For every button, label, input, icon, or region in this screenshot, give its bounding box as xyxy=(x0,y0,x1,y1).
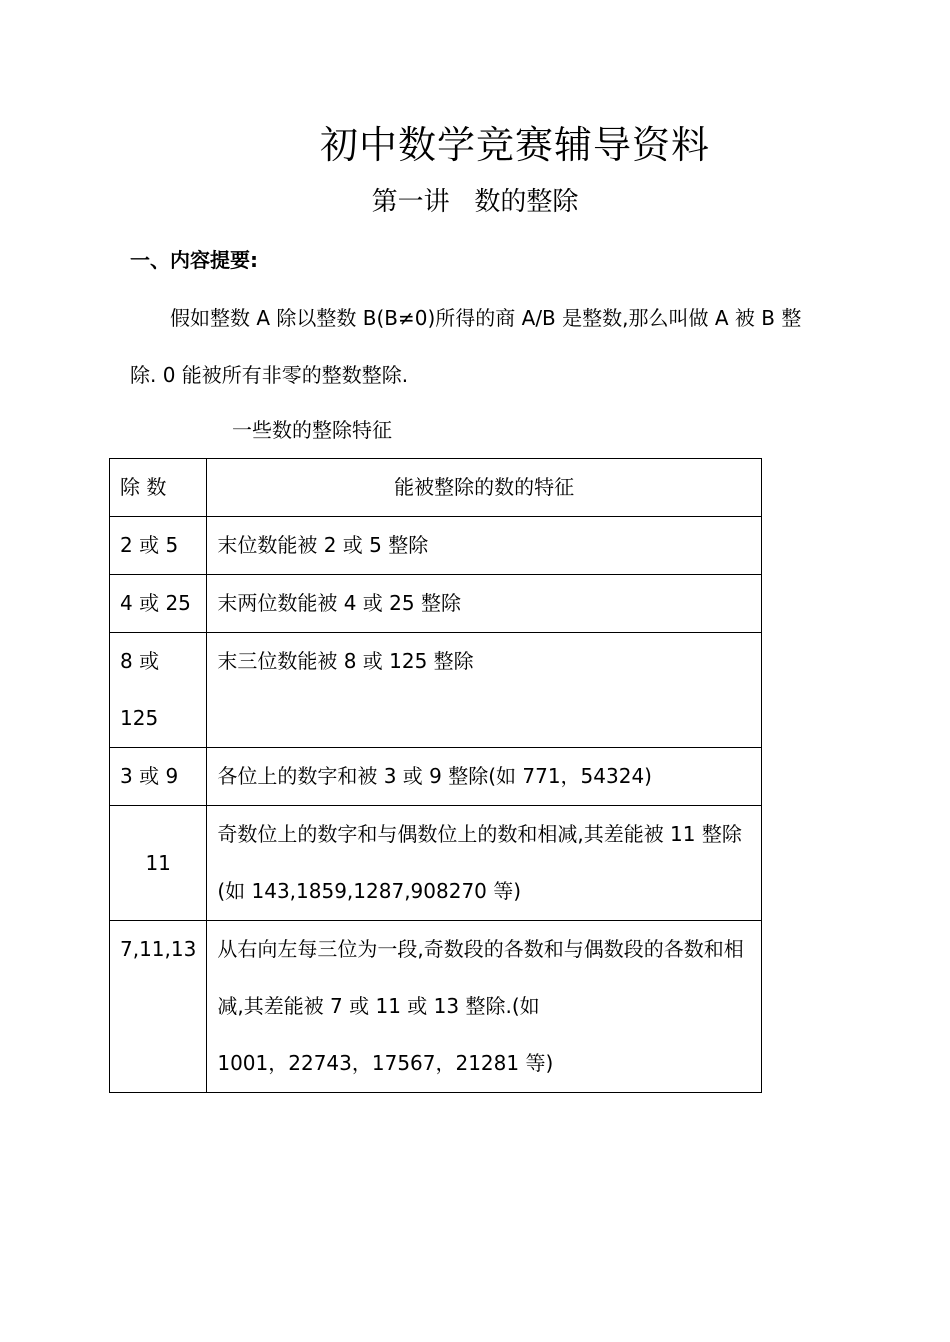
divisor-cell: 11 xyxy=(110,806,207,921)
divisor-cell: 2 或 5 xyxy=(110,517,207,575)
feature-line: (如 143,1859,1287,908270 等) xyxy=(217,879,522,903)
document-title: 初中数学竞赛辅导资料 xyxy=(319,123,710,167)
header-divisor: 除 数 xyxy=(110,459,207,517)
feature-line: 奇数位上的数字和与偶数位上的数和相减,其差能被 11 整除 xyxy=(217,822,742,846)
table-row xyxy=(110,806,762,921)
table-row xyxy=(110,921,762,1093)
feature-cell xyxy=(207,575,762,633)
table-row xyxy=(110,575,762,633)
feature-line: 各位上的数字和被 3 或 9 整除(如 771，54324) xyxy=(217,764,652,788)
feature-line: 1001，22743，17567，21281 等) xyxy=(217,1051,554,1075)
table-row xyxy=(110,633,762,748)
feature-cell xyxy=(207,517,762,575)
feature-line: 末三位数能被 8 或 125 整除 xyxy=(217,649,474,673)
table-caption: 一些数的整除特征 xyxy=(232,418,392,442)
divisor-cell: 4 或 25 xyxy=(110,575,207,633)
feature-cell xyxy=(207,921,762,1093)
feature-line: 从右向左每三位为一段,奇数段的各数和与偶数段的各数和相减,其差能被 7 或 11 或 13 整除.(如 xyxy=(217,937,744,1018)
divisor-cell: 7,11,13 xyxy=(110,921,207,1093)
feature-line: 末两位数能被 4 或 25 整除 xyxy=(217,591,461,615)
feature-cell xyxy=(207,748,762,806)
lecture-subtitle: 第一讲 数的整除 xyxy=(371,187,579,217)
definition-paragraph: 假如整数 A 除以整数 B(B≠0)所得的商 A/B 是整数,那么叫做 A 被 B 整除. 0 能被所有非零的整数整除. xyxy=(130,306,802,387)
section-heading: 一、内容提要: xyxy=(130,248,258,272)
feature-cell xyxy=(207,806,762,921)
table-row xyxy=(110,748,762,806)
divisor-cell: 3 或 9 xyxy=(110,748,207,806)
header-feature: 能被整除的数的特征 xyxy=(207,459,762,517)
divisibility-table xyxy=(109,458,762,1093)
feature-cell xyxy=(207,633,762,748)
table-header-row xyxy=(110,459,762,517)
table-row xyxy=(110,517,762,575)
feature-line: 末位数能被 2 或 5 整除 xyxy=(217,533,429,557)
divisor-cell: 8 或 125 xyxy=(110,633,207,748)
